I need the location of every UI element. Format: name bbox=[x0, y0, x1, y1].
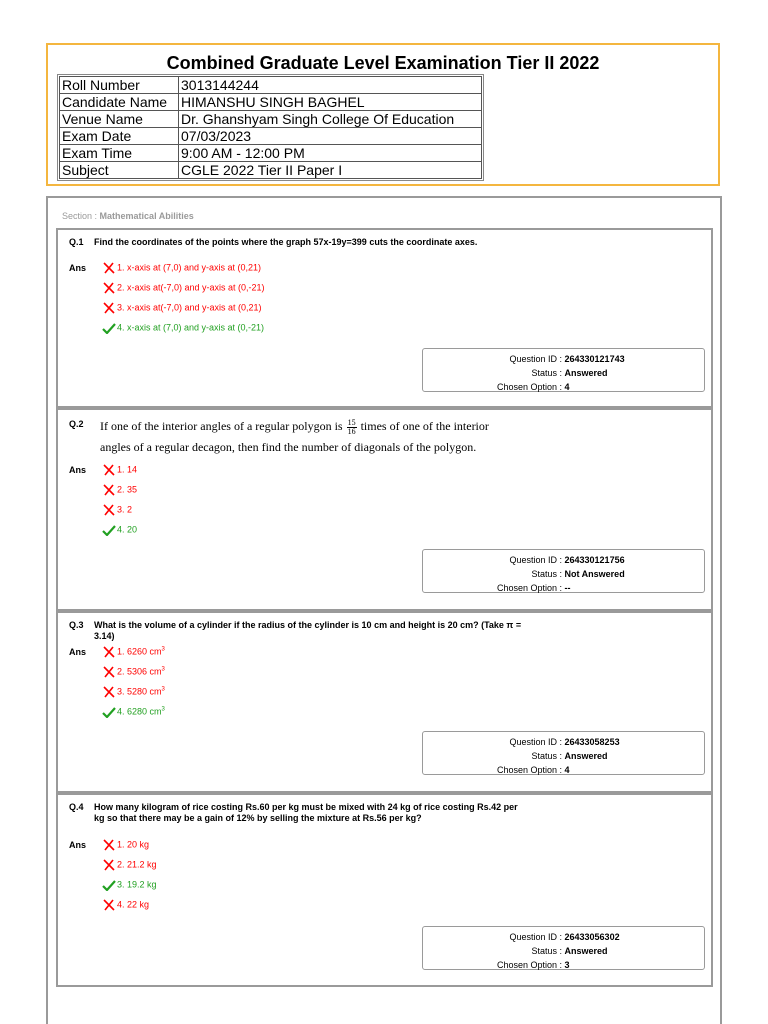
option-4: 4. x-axis at (7,0) and y-axis at (0,-21) bbox=[102, 322, 264, 334]
exam-header bbox=[46, 43, 720, 186]
option-1: 1. 6260 $cm^3$ bbox=[102, 646, 165, 658]
chosen-option-row: Chosen Option : 4 bbox=[496, 382, 570, 392]
question-number: Q.3 bbox=[69, 620, 84, 630]
venue-name-value: Dr. Ghanshyam Singh College Of Education bbox=[179, 111, 482, 128]
status-row: Status : Answered bbox=[531, 946, 608, 956]
fraction: $\frac{15}{16}$ bbox=[347, 417, 356, 436]
exam-time-value: 9:00 AM - 12:00 PM bbox=[179, 145, 482, 162]
section-prefix: Section : bbox=[62, 211, 98, 221]
cross-icon bbox=[102, 302, 116, 314]
roll-number-value: 3013144244 bbox=[179, 77, 482, 94]
status-row: Status : Answered bbox=[531, 751, 608, 761]
status-row: Status : Answered bbox=[531, 368, 608, 378]
question-block-2 bbox=[56, 408, 713, 611]
table-row bbox=[60, 162, 482, 179]
question-id-row: Question ID : 264330121756 bbox=[509, 555, 625, 565]
check-icon bbox=[102, 706, 116, 718]
question-text: How many kilogram of rice costing Rs.60 per kg must be mixed with 24 kg of rice costing Rs.42 per kg so that there may be a gain of 12% by selling the mixture at Rs.56 per kg? bbox=[94, 802, 518, 823]
question-meta bbox=[422, 348, 705, 392]
exam-title: Combined Graduate Level Examination Tier II 2022 bbox=[166, 53, 600, 73]
question-number: Q.4 bbox=[69, 802, 84, 812]
exam-date-value: 07/03/2023 bbox=[179, 128, 482, 145]
answer-label: Ans bbox=[69, 840, 87, 850]
option-3: 3. x-axis at(-7,0) and y-axis at (0,21) bbox=[102, 302, 262, 314]
option-3: 3. 5280 $cm^3$ bbox=[102, 686, 165, 698]
question-meta bbox=[422, 926, 705, 970]
cross-icon bbox=[102, 646, 116, 658]
cross-icon bbox=[102, 504, 116, 516]
candidate-info-table bbox=[59, 76, 482, 179]
cross-icon bbox=[102, 464, 116, 476]
question-meta bbox=[422, 549, 705, 593]
chosen-option-row: Chosen Option : 4 bbox=[496, 765, 570, 775]
question-block-1 bbox=[56, 228, 713, 408]
question-id-row: Question ID : 26433056302 bbox=[509, 932, 620, 942]
table-row bbox=[60, 94, 482, 111]
table-row bbox=[60, 111, 482, 128]
venue-name-label: Venue Name bbox=[60, 111, 179, 128]
answer-label: Ans bbox=[69, 647, 87, 657]
cross-icon bbox=[102, 686, 116, 698]
check-icon bbox=[102, 524, 116, 536]
cross-icon bbox=[102, 899, 116, 911]
question-text: What is the volume of a cylinder if the radius of the cylinder is 10 cm and height is 20 cm? (Take π = 3.14) bbox=[94, 620, 522, 641]
question-block-3 bbox=[56, 611, 713, 793]
check-icon bbox=[102, 322, 116, 334]
option-3: 3. 2 bbox=[102, 504, 132, 516]
subject-label: Subject bbox=[60, 162, 179, 179]
option-1: 1. x-axis at (7,0) and y-axis at (0,21) bbox=[102, 262, 261, 274]
question-meta bbox=[422, 731, 705, 775]
table-row bbox=[60, 77, 482, 94]
section-name: Mathematical Abilities bbox=[99, 211, 194, 221]
exam-time-label: Exam Time bbox=[60, 145, 179, 162]
option-2: 2. 5306 $cm^3$ bbox=[102, 666, 165, 678]
question-text: If one of the interior angles of a regular polygon is $\frac{15}{16}$ times of one of the interior angles of a regular decagon, then find the number of diagonals of the polygon. bbox=[100, 417, 489, 454]
cross-icon bbox=[102, 282, 116, 294]
cross-icon bbox=[102, 484, 116, 496]
question-id-row: Question ID : 26433058253 bbox=[509, 737, 620, 747]
cross-icon bbox=[102, 262, 116, 274]
question-id-row: Question ID : 264330121743 bbox=[509, 354, 625, 364]
option-1: 1. 20 kg bbox=[102, 839, 149, 851]
roll-number-label: Roll Number bbox=[60, 77, 179, 94]
question-block-4 bbox=[56, 793, 713, 987]
cross-icon bbox=[102, 859, 116, 871]
chosen-option-row: Chosen Option : -- bbox=[496, 583, 571, 593]
table-row bbox=[60, 128, 482, 145]
exam-date-label: Exam Date bbox=[60, 128, 179, 145]
option-4: 4. 20 bbox=[102, 524, 137, 536]
option-1: 1. 14 bbox=[102, 464, 137, 476]
answer-label: Ans bbox=[69, 465, 87, 475]
question-number: Q.1 bbox=[69, 237, 84, 247]
status-row: Status : Not Answered bbox=[531, 569, 625, 579]
section-container bbox=[46, 196, 722, 1024]
option-4: 4. 22 kg bbox=[102, 899, 149, 911]
section-label bbox=[62, 211, 194, 221]
candidate-name-label: Candidate Name bbox=[60, 94, 179, 111]
option-4: 4. 6280 $cm^3$ bbox=[102, 706, 165, 718]
subject-value: CGLE 2022 Tier II Paper I bbox=[179, 162, 482, 179]
question-number: Q.2 bbox=[69, 419, 84, 429]
option-3: 3. 19.2 kg bbox=[102, 879, 157, 891]
question-text: Find the coordinates of the points where the graph 57x-19y=399 cuts the coordinate axes. bbox=[94, 237, 478, 247]
option-2: 2. 21.2 kg bbox=[102, 859, 157, 871]
answer-label: Ans bbox=[69, 263, 87, 273]
check-icon bbox=[102, 879, 116, 891]
cross-icon bbox=[102, 666, 116, 678]
candidate-name-value: HIMANSHU SINGH BAGHEL bbox=[179, 94, 482, 111]
cross-icon bbox=[102, 839, 116, 851]
option-2: 2. 35 bbox=[102, 484, 137, 496]
chosen-option-row: Chosen Option : 3 bbox=[496, 960, 570, 970]
table-row bbox=[60, 145, 482, 162]
option-2: 2. x-axis at(-7,0) and y-axis at (0,-21) bbox=[102, 282, 265, 294]
